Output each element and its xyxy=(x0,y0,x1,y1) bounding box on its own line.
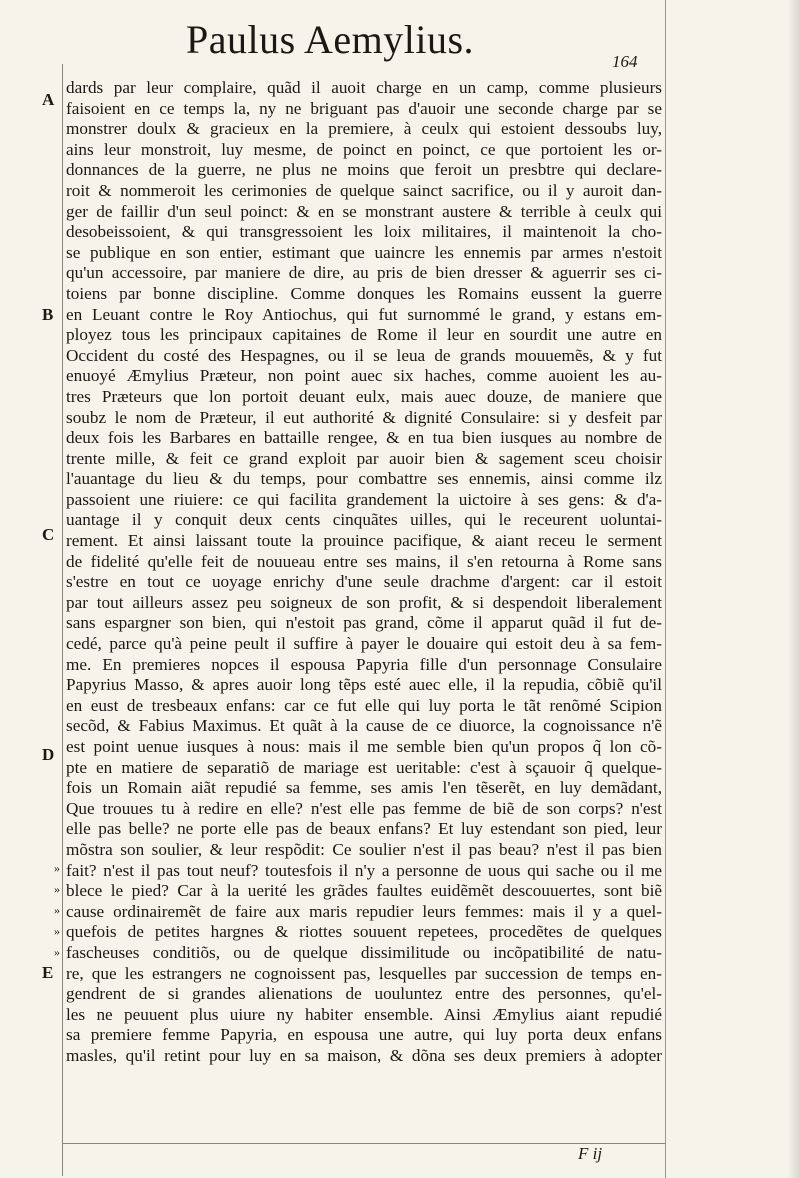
text-line: Occident du costé des Hespagnes, ou il se leua de grands mouuemẽs, & y fut xyxy=(66,345,662,365)
body-text xyxy=(66,78,662,1067)
text-line: secõd, & Fabius Maximus. Et quãt à la cause de ce diuorce, la cognoissance n'ẽ xyxy=(66,716,662,736)
margin-marker-d: D xyxy=(42,745,55,764)
running-head: Paulus Aemylius. xyxy=(185,17,475,62)
text-line: elle pas belle? ne porte elle pas de beaux enfans? Et luy estendant son pied, leur xyxy=(66,819,662,839)
text-line: dards par leur complaire, quãd il auoit charge en un camp, comme plusieurs xyxy=(66,78,662,97)
text-line: uantage il y conquit deux cents cinquãtes uilles, qui le receurent uoluntai- xyxy=(66,510,662,530)
margin-marker-e: E xyxy=(42,963,54,982)
text-line: Papyrius Masso, & apres auoir long tẽps esté auec elle, il la repudia, cõbiẽ qu'il xyxy=(66,675,662,695)
margin-marker-c: C xyxy=(42,525,55,544)
text-line: cedé, parce qu'à peine peult il suffire à payer le douaire qui estoit deu à sa fem- xyxy=(66,634,662,654)
text-line: Que trouues tu à redire en elle? n'est elle pas femme de biẽ de son corps? n'est xyxy=(66,798,662,818)
text-line: trente mille, & feit ce grand exploit par auoir bien & sagement sceu choisir xyxy=(66,448,662,468)
right-margin-rule xyxy=(665,0,666,1178)
text-line: pte en matiere de separatiõ de mariage est ueritable: c'est à sçauoir q̃ quelque- xyxy=(66,757,662,777)
text-line: ployez tous les principaux capitaines de Rome il leur en sourdit une autre en xyxy=(66,325,662,345)
text-line: blece le pied? Car à la uerité les grãdes faultes euidẽmẽt descouuertes, sont biẽ xyxy=(66,881,662,901)
text-line: les ne peuuent plus uiure ny habiter ensemble. Ainsi Æmylius aiant repudié xyxy=(66,1004,662,1024)
text-line: fait? n'est il pas tout neuf? toutesfois il n'y a personne de uous qui sache ou il me xyxy=(66,860,662,880)
text-line: s'estre en tout ce uoyage enrichy d'une seule drachme d'argent: car il estoit xyxy=(66,572,662,592)
text-line: masles, qu'il retint pour luy en sa maison, & dõna ses deux premiers à adopter xyxy=(66,1045,662,1065)
text-line: donnances de la guerre, ne plus ne moins que feroit un presbtre qui declare- xyxy=(66,160,662,180)
text-line: en eust de tresbeaux enfans: car ce fut elle qui luy porta le tãt renõmé Scipion xyxy=(66,695,662,715)
text-line: sa premiere femme Papyria, en espousa une autre, qui luy porta deux enfans xyxy=(66,1025,662,1045)
text-line: se publique en son entier, estimant que uaincre les ennemis par armes n'estoit xyxy=(66,242,662,262)
signature-mark: F ij xyxy=(578,1144,603,1163)
text-line: re, que les estrangers ne cognoissent pas, lesquelles par succession de temps en- xyxy=(66,963,662,983)
text-line: de fidelité qu'elle feit de nouueau entre ses mains, il s'en retourna à Rome sans xyxy=(66,551,662,571)
text-line: faisoient en ce temps la, ny ne briguant pas d'auoir une seconde charge par se xyxy=(66,98,662,118)
quote-mark: » xyxy=(54,882,60,896)
text-line: enuoyé Æmylius Prætеur, non point auec six haches, comme auoient les au- xyxy=(66,366,662,386)
text-line: fois un Romain aiãt repudié sa femme, ses amis l'en tẽserẽt, en luy demãdant, xyxy=(66,778,662,798)
text-line: quefois de petites hargnes & riottes souuent repetees, procedẽtes de quelques xyxy=(66,922,662,942)
text-line: desobeissoient, & qui transgressoient les loix militaires, il maintenoit la cho- xyxy=(66,222,662,242)
text-line: me. En premieres nopces il espousa Papyria fille d'un personnage Consulaire xyxy=(66,654,662,674)
text-line: soubz le nom de Præteur, il eut authorité & dignité Consulaire: si y desfeit par xyxy=(66,407,662,427)
text-line: en Leuant contre le Roy Antiochus, qui fut surnommé le grand, y estans em- xyxy=(66,304,662,324)
left-margin-rule xyxy=(62,64,63,1176)
text-line: qu'un accessoire, par maniere de dire, au pris de bien dresser & aguerrir ses ci- xyxy=(66,263,662,283)
text-line: mõstra son soulier, & leur respõdit: Ce soulier n'est il pas beau? n'est il pas bien xyxy=(66,839,662,859)
quote-mark: » xyxy=(54,903,60,917)
margin-marker-a: A xyxy=(42,90,55,109)
margin-marker-b: B xyxy=(42,305,54,324)
text-line: ger de faillir d'un seul poinct: & en se monstrant austere & terrible à ceulx qui xyxy=(66,201,662,221)
bottom-rule xyxy=(62,1143,666,1144)
text-line: sans espargner son bien, qui n'estoit pas grand, cõme il apparut quãd il fut de- xyxy=(66,613,662,633)
text-line: gendrent de si grandes alienations de uouluntez entre des personnes, qu'el- xyxy=(66,984,662,1004)
text-line: roit & nommeroit les cerimonies de quelque sainct sacrifice, ou il y auroit dan- xyxy=(66,180,662,200)
quote-mark: » xyxy=(54,945,60,959)
text-line: toiens par bonne discipline. Comme donques les Romains eussent la guerre xyxy=(66,283,662,303)
text-line: l'auantage du lieu & du temps, pour combattre ses ennemis, ainsi comme ilz xyxy=(66,469,662,489)
text-line: passoient une riuiere: ce qui facilita grandement la uictoire à ses gens: & d'a- xyxy=(66,489,662,509)
text-line: est point uenue iusques à nous: mais il me semble bien qu'un propos q̃ lon cõ- xyxy=(66,737,662,756)
text-line: tres Præteurs que lon portoit deuant eulx, mais auec douze, de maniere que xyxy=(66,386,662,406)
text-line: rement. Et ainsi laissant toute la prouince pacifique, & aiant receu le serment xyxy=(66,531,662,551)
text-line: ains leur monstroit, luy mesme, de poinct en poinct, ce que portoient les or- xyxy=(66,139,662,159)
page-edge-shadow xyxy=(788,0,800,1178)
quote-mark: » xyxy=(54,861,60,875)
quote-mark: » xyxy=(54,924,60,938)
text-line: fascheuses conditiõs, ou de quelque dissimilitude ou incõpatibilité de natu- xyxy=(66,942,662,962)
text-line: cause ordinairemẽt de faire aux maris repudier leurs femmes: mais il y a quel- xyxy=(66,901,662,921)
text-line: par tout ailleurs assez peu soigneux de son profit, & si despendoit liberalement xyxy=(66,592,662,612)
text-line: monstrer doulx & gracieux en la premiere, à ceulx qui estoient dessoubs luy, xyxy=(66,119,662,139)
text-line: deux fois les Barbares en battaille rengee, & en tua bien iusques au nombre de xyxy=(66,428,662,448)
folio-number: 164 xyxy=(612,52,638,71)
